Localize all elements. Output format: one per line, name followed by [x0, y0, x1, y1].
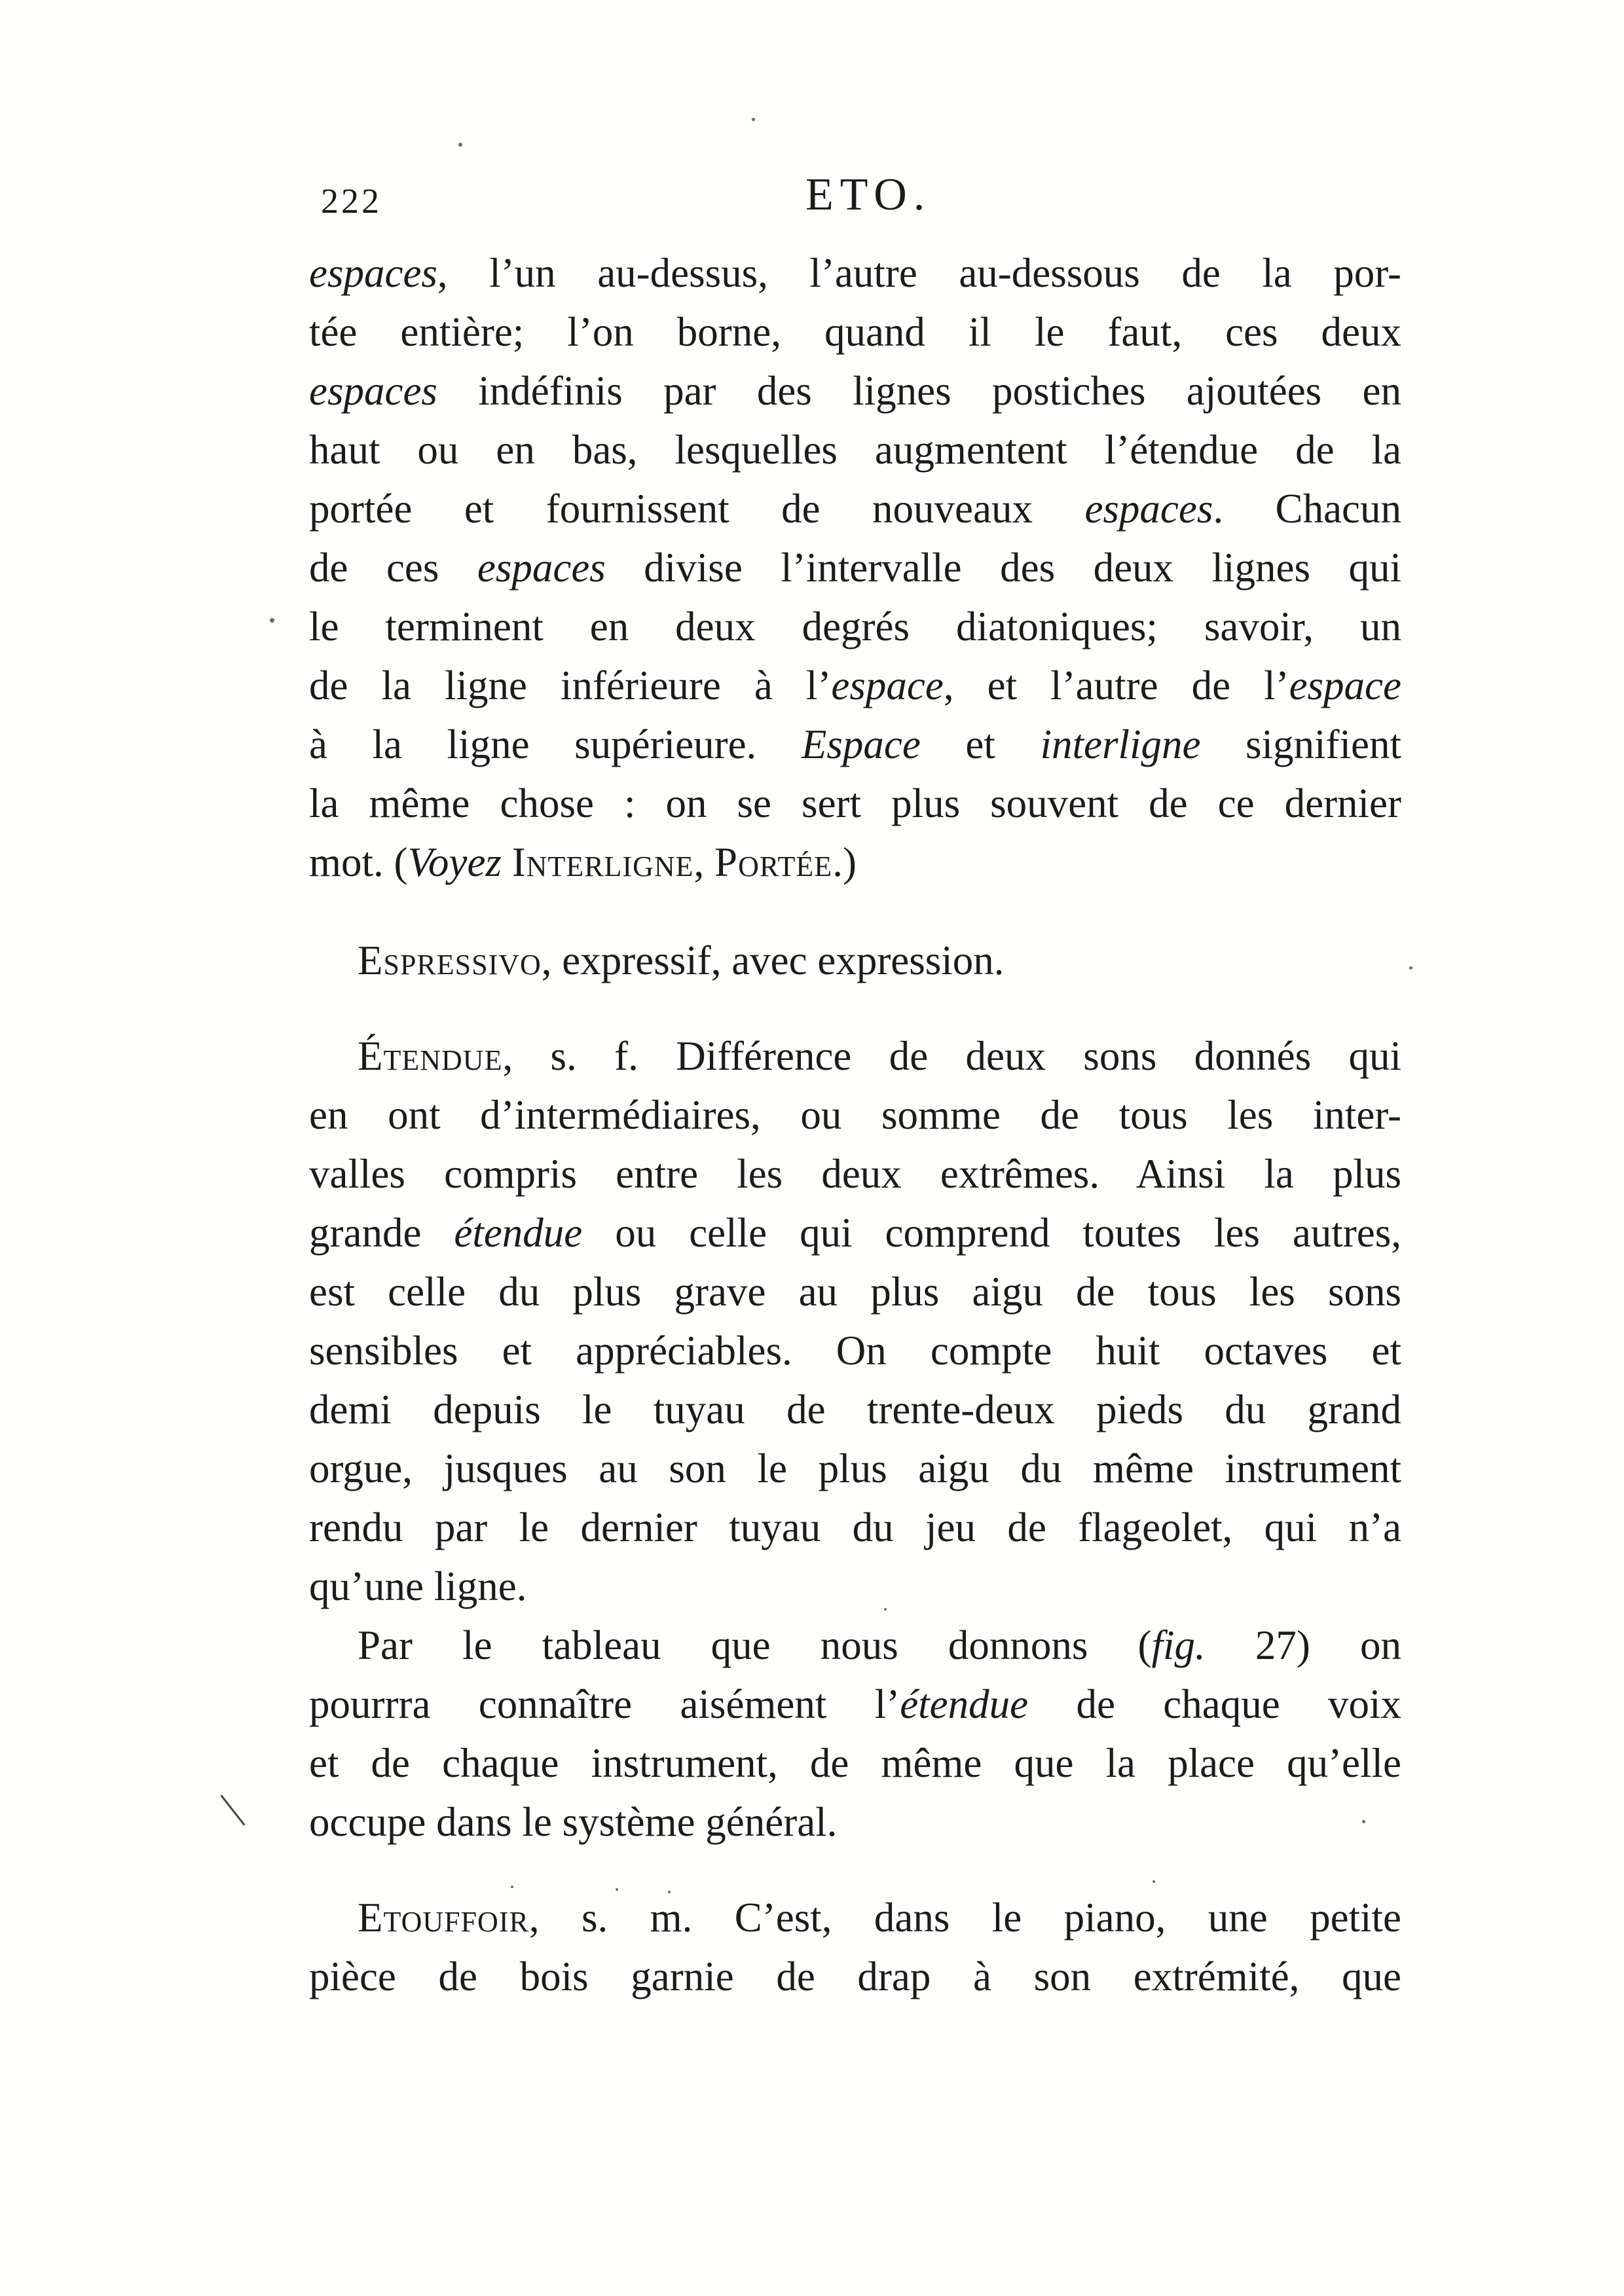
scan-speck — [752, 118, 755, 121]
entry-term: Espressivo — [358, 938, 542, 983]
text-line: valles compris entre les deux extrêmes. Ainsi la plus — [309, 1151, 1401, 1197]
text-line: est celle du plus grave au plus aigu de tous les sons — [309, 1269, 1401, 1315]
text-line: en ont d’intermédiaires, ou somme de tous les inter- — [309, 1092, 1401, 1138]
text-block — [309, 244, 1401, 2006]
text-line: rendu par le dernier tuyau du jeu de flageolet, qui n’a — [309, 1504, 1401, 1550]
text-line: mot. (Voyez Interligne, Portée.) — [309, 839, 857, 885]
text-line: Etouffoir, s. m. C’est, dans le piano, une petite — [358, 1895, 1401, 1941]
running-title: ETO. — [805, 170, 932, 220]
text-line: haut ou en bas, lesquelles augmentent l’étendue de la — [309, 427, 1401, 473]
text-line: Par le tableau que nous donnons (fig. 27) on — [358, 1622, 1401, 1668]
running-head — [308, 169, 1408, 234]
text-line: pourrra connaître aisément l’étendue de chaque voix — [309, 1681, 1402, 1727]
text-line: à la ligne supérieure. Espace et interligne signifient — [309, 721, 1401, 767]
scan-speck — [1409, 966, 1412, 970]
entry-etendue — [309, 1027, 1401, 1851]
text-line: la même chose : on se sert plus souvent de ce dernier — [309, 780, 1401, 826]
text-line: espaces indéfinis par des lignes postiches ajoutées en — [309, 368, 1401, 414]
text-line: demi depuis le tuyau de trente-deux pieds du grand — [309, 1387, 1401, 1432]
entry-etouffoir — [309, 1888, 1401, 2006]
scan-speck — [884, 1608, 887, 1611]
text-line: portée et fournissent de nouveaux espaces. Chacun — [309, 486, 1401, 532]
scan-speck — [616, 1888, 618, 1891]
text-line: grande étendue ou celle qui comprend toutes les autres, — [309, 1210, 1401, 1256]
text-line: tée entière; l’on borne, quand il le faut, ces deux — [309, 309, 1401, 355]
page-number: 222 — [321, 181, 382, 221]
scan-speck — [511, 1886, 513, 1888]
text-line: espaces, l’un au-dessus, l’autre au-dessous de la por- — [309, 250, 1401, 296]
scan-speck — [1153, 1880, 1155, 1883]
text-line: Étendue, s. f. Différence de deux sons donnés qui — [358, 1033, 1401, 1079]
text-line: Espressivo, expressif, avec expression. — [358, 938, 1005, 983]
scan-speck — [270, 618, 274, 623]
text-line: le terminent en deux degrés diatoniques; savoir, un — [309, 604, 1401, 649]
text-line: pièce de bois garnie de drap à son extrémité, que — [309, 1954, 1401, 1999]
scan-speck — [1362, 1820, 1365, 1823]
text-line: de ces espaces divise l’intervalle des deux lignes qui — [309, 545, 1402, 591]
entry-espressivo — [309, 931, 1401, 990]
text-line: et de chaque instrument, de même que la place qu’elle — [309, 1740, 1401, 1786]
entry-term: Etouffoir — [358, 1895, 529, 1941]
text-line: orgue, jusques au son le plus aigu du même instrument — [309, 1446, 1401, 1491]
scan-mark — [220, 1795, 245, 1826]
entry-term: Étendue — [358, 1033, 503, 1079]
text-line: occupe dans le système général. — [309, 1799, 838, 1845]
entry-espace — [309, 244, 1401, 892]
scan-speck — [458, 143, 462, 147]
scan-speck — [668, 1891, 671, 1893]
text-line: qu’une ligne. — [309, 1563, 527, 1609]
text-line: sensibles et appréciables. On compte huit octaves et — [309, 1328, 1401, 1374]
text-line: de la ligne inférieure à l’espace, et l’autre de l’espace — [309, 663, 1401, 708]
